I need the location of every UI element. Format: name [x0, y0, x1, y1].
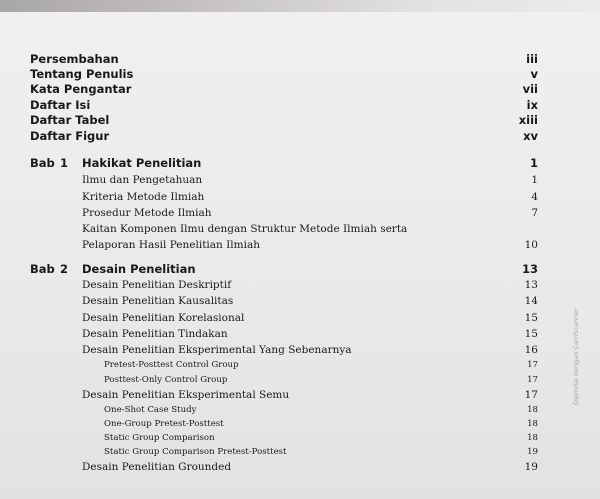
chapter-title: Hakikat Penelitian — [82, 156, 202, 170]
toc-entry — [0, 97, 600, 113]
entry-label: Prosedur Metode Ilmiah — [82, 207, 212, 219]
toc-entry — [0, 112, 600, 128]
entry-page: 17 — [527, 375, 538, 385]
entry-page: ix — [526, 98, 538, 112]
entry-page: 17 — [527, 360, 538, 370]
toc-entry — [0, 342, 600, 358]
chapter-number: 2 — [60, 262, 69, 276]
entry-label: Desain Penelitian Kausalitas — [82, 295, 234, 307]
scanner-watermark: Dipindai dengan CamScanner — [572, 308, 580, 405]
toc-entry — [0, 81, 600, 97]
chapter-heading — [0, 155, 600, 171]
entry-label: Desain Penelitian Eksperimental Semu — [82, 389, 290, 401]
entry-page: xiii — [518, 113, 538, 127]
entry-page: xv — [523, 129, 538, 143]
entry-label: Persembahan — [30, 52, 119, 66]
chapter-heading — [0, 261, 600, 277]
bab-label: Bab — [30, 156, 55, 170]
chapter-title: Desain Penelitian — [82, 262, 196, 276]
toc-entry — [0, 189, 600, 205]
entry-label: One-Group Pretest-Posttest — [104, 419, 224, 429]
entry-page: 13 — [524, 279, 538, 291]
entry-page: iii — [526, 52, 538, 66]
entry-label: Kaitan Komponen Ilmu dengan Struktur Metode Ilmiah serta — [82, 223, 408, 235]
toc-entry — [0, 128, 600, 144]
entry-page: 19 — [527, 447, 538, 457]
toc-entry — [0, 387, 600, 403]
entry-label: Daftar Tabel — [30, 113, 110, 127]
entry-page: 4 — [531, 191, 538, 203]
toc-entry — [0, 277, 600, 293]
entry-page: 18 — [527, 419, 538, 429]
entry-page: 18 — [527, 433, 538, 443]
entry-page: 19 — [524, 461, 538, 473]
toc-subentry — [0, 372, 600, 388]
chapter-page: 1 — [529, 156, 538, 170]
entry-label: Daftar Figur — [30, 129, 110, 143]
entry-label: Daftar Isi — [30, 98, 91, 112]
chapter-number: 1 — [60, 156, 69, 170]
toc-entry — [0, 221, 600, 237]
entry-label: Static Group Comparison Pretest-Posttest — [104, 447, 287, 457]
entry-label: Desain Penelitian Korelasional — [82, 312, 245, 324]
entry-label: Tentang Penulis — [30, 67, 134, 81]
toc-subentry — [0, 357, 600, 373]
toc-entry — [0, 66, 600, 82]
toc-entry — [0, 51, 600, 67]
entry-page: vii — [522, 82, 538, 96]
entry-label: Posttest-Only Control Group — [104, 375, 228, 385]
entry-label: Kriteria Metode Ilmiah — [82, 191, 205, 203]
entry-page: 14 — [524, 295, 538, 307]
page-edge-shadow — [0, 0, 600, 12]
entry-label: Ilmu dan Pengetahuan — [82, 174, 203, 186]
toc-entry — [0, 237, 600, 253]
entry-label: Desain Penelitian Tindakan — [82, 328, 228, 340]
toc-entry — [0, 310, 600, 326]
entry-page: 16 — [524, 344, 538, 356]
entry-label: One-Shot Case Study — [104, 405, 197, 415]
entry-page: 15 — [524, 328, 538, 340]
toc-entry — [0, 172, 600, 188]
entry-page: 17 — [524, 389, 538, 401]
entry-page: 15 — [524, 312, 538, 324]
entry-page: 7 — [531, 207, 538, 219]
bab-label: Bab — [30, 262, 55, 276]
entry-label: Pretest-Posttest Control Group — [104, 360, 239, 370]
toc-entry — [0, 293, 600, 309]
toc-entry — [0, 459, 600, 475]
toc-subentry — [0, 444, 600, 460]
entry-label: Desain Penelitian Eksperimental Yang Sebenarnya — [82, 344, 352, 356]
entry-label: Kata Pengantar — [30, 82, 132, 96]
entry-label: Static Group Comparison — [104, 433, 215, 443]
toc-entry — [0, 326, 600, 342]
entry-page: 18 — [527, 405, 538, 415]
entry-page: v — [530, 67, 538, 81]
entry-label: Pelaporan Hasil Penelitian Ilmiah — [82, 239, 260, 251]
toc-entry — [0, 205, 600, 221]
entry-page: 1 — [531, 174, 538, 186]
chapter-page: 13 — [521, 262, 538, 276]
entry-label: Desain Penelitian Grounded — [82, 461, 232, 473]
entry-label: Desain Penelitian Deskriptif — [82, 279, 232, 291]
entry-page: 10 — [524, 239, 538, 251]
